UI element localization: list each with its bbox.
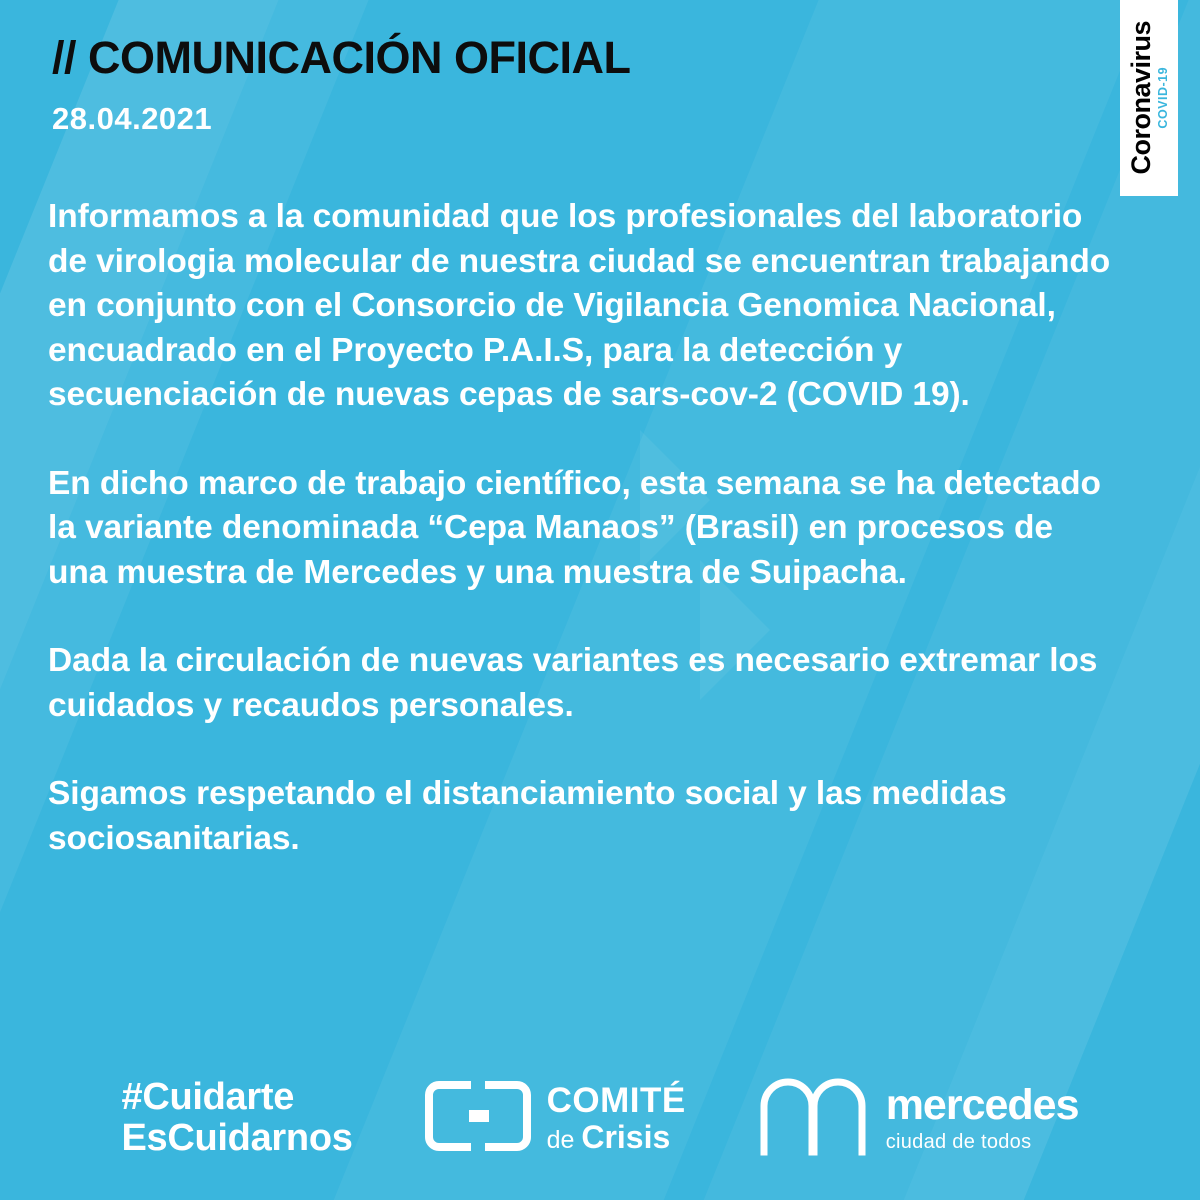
- comite-bracket-icon: [425, 1079, 531, 1158]
- campaign-slogan-line1: #Cuidarte: [121, 1075, 295, 1118]
- campaign-slogan: [121, 1077, 352, 1159]
- header: [52, 34, 630, 137]
- footer-logos: [0, 1058, 1200, 1178]
- comite-word-crisis: Crisis: [581, 1119, 671, 1155]
- coronavirus-tab: [1120, 0, 1178, 196]
- body-paragraph: Sigamos respetando el distanciamiento social y las medidas sociosanitarias.: [48, 775, 1007, 858]
- campaign-slogan-line2: EsCuidarnos: [121, 1117, 353, 1159]
- comite-word-2: [547, 1121, 686, 1153]
- body-paragraph: Dada la circulación de nuevas variantes es necesario extremar los cuidados y recaudos personales.: [48, 642, 1098, 724]
- comite-de-crisis-logo: [425, 1079, 686, 1158]
- mercedes-wordmark: [885, 1081, 1079, 1153]
- coronavirus-tab-text: [1128, 21, 1170, 175]
- body-paragraph: En dicho marco de trabajo científico, esta semana se ha detectado la variante denominada “Cepa Manaos” (Brasil) en procesos de una muestra de Mercedes y una muestra de Suipacha.: [48, 464, 1101, 591]
- mercedes-tagline: ciudad de todos: [885, 1131, 1032, 1153]
- mercedes-logo: [758, 1076, 1079, 1161]
- body-paragraph: Informamos a la comunidad que los profesionales del laboratorio de virologia molecular de nuestra ciudad se encuentran trabajando en conjunto con el Consorcio de Vigilancia Genomica Nacional, encuadrado en el Proyecto P.A.I.S, para la detección y secuenciación de nuevas cepas de sars-cov-2 (COVID 19).: [48, 198, 1111, 414]
- comite-word-1: COMITÉ: [546, 1081, 686, 1120]
- page-title: // COMUNICACIÓN OFICIAL: [52, 32, 631, 83]
- comite-wordmark: [547, 1083, 686, 1153]
- mercedes-mountain-icon: [758, 1076, 868, 1161]
- publication-date: 28.04.2021: [52, 101, 213, 137]
- coronavirus-tab-subtitle: COVID-19: [1156, 67, 1171, 129]
- comite-word-de: de: [546, 1126, 582, 1154]
- announcement-body: [48, 195, 1118, 862]
- coronavirus-tab-title: Coronavirus: [1126, 21, 1157, 175]
- mercedes-name: mercedes: [885, 1081, 1079, 1129]
